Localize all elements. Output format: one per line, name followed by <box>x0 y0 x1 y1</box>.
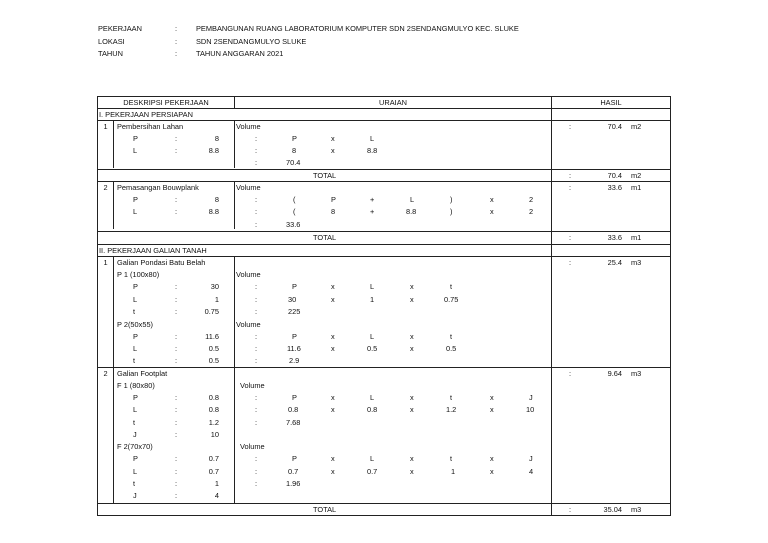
table-border-right <box>670 96 671 515</box>
formula-cell: : <box>255 146 258 155</box>
item-name: Pembersihan Lahan <box>117 122 184 131</box>
formula-cell: x <box>410 344 414 353</box>
formula-cell: x <box>331 282 335 291</box>
formula-cell: : <box>255 307 258 316</box>
formula-cell: : <box>255 418 258 427</box>
formula-cell: : <box>255 344 258 353</box>
total-value: 35.04 <box>603 505 622 514</box>
var-key: P <box>133 134 138 143</box>
formula-cell: 8 <box>292 146 297 155</box>
formula-cell: : <box>255 220 258 229</box>
var-colon: : <box>175 146 178 155</box>
formula-cell: 0.75 <box>444 295 459 304</box>
formula-cell: L <box>370 332 375 341</box>
header-colon: : <box>175 24 178 33</box>
formula-cell: ( <box>293 207 296 216</box>
formula-cell: t <box>450 282 453 291</box>
formula-cell: ) <box>450 195 453 204</box>
var-colon: : <box>175 491 178 500</box>
var-key: L <box>133 295 138 304</box>
formula-cell: L <box>370 134 375 143</box>
formula-cell: 8.8 <box>406 207 417 216</box>
var-key: t <box>133 307 136 316</box>
volume-label: Volume <box>236 270 261 279</box>
volume-label: Volume <box>236 320 261 329</box>
item-name: Galian Pondasi Batu Belah <box>117 258 206 267</box>
var-value: 1 <box>214 295 219 304</box>
formula-result: 70.4 <box>286 158 301 167</box>
result-colon: : <box>569 122 572 131</box>
formula-cell: : <box>255 467 258 476</box>
no-divider <box>113 120 114 168</box>
formula-cell: 0.5 <box>367 344 378 353</box>
formula-cell: x <box>410 405 414 414</box>
var-colon: : <box>175 207 178 216</box>
header-colon: : <box>175 49 178 58</box>
formula-cell: 0.5 <box>446 344 457 353</box>
var-value: 0.75 <box>204 307 219 316</box>
no-divider <box>113 256 114 503</box>
formula-cell: 0.7 <box>367 467 378 476</box>
var-colon: : <box>175 295 178 304</box>
item-no: 2 <box>103 369 108 378</box>
formula-cell: 8.8 <box>367 146 378 155</box>
col-divider-hasil <box>551 96 552 515</box>
header-value-pekerjaan: PEMBANGUNAN RUANG LABORATORIUM KOMPUTER SDN 2SENDANGMULYO KEC. SLUKE <box>196 24 519 33</box>
formula-cell: x <box>490 405 494 414</box>
item-no: 2 <box>103 183 108 192</box>
total-label: TOTAL <box>313 505 337 514</box>
var-key: P <box>133 282 138 291</box>
formula-cell: : <box>255 282 258 291</box>
table-border-left <box>97 96 98 515</box>
formula-cell: 0.7 <box>288 467 299 476</box>
formula-cell: : <box>255 207 258 216</box>
var-value: 8.8 <box>208 207 219 216</box>
formula-cell: : <box>255 158 258 167</box>
formula-cell: t <box>450 393 453 402</box>
var-key: J <box>133 430 137 439</box>
section-title: II. PEKERJAAN GALIAN TANAH <box>99 246 207 255</box>
table-border-bottom <box>97 515 671 516</box>
formula-cell: : <box>255 454 258 463</box>
desc-divider <box>234 120 235 168</box>
formula-cell: P <box>292 134 297 143</box>
sub-item-name: P 2(50x55) <box>117 320 154 329</box>
desc-divider <box>234 256 235 503</box>
result-unit: m2 <box>631 122 642 131</box>
formula-cell: x <box>490 467 494 476</box>
row-line <box>97 169 671 170</box>
total-label: TOTAL <box>313 233 337 242</box>
formula-cell: : <box>255 295 258 304</box>
var-key: L <box>133 467 138 476</box>
formula-cell: : <box>255 332 258 341</box>
formula-result: 2.9 <box>289 356 300 365</box>
formula-cell: : <box>255 134 258 143</box>
total-label: TOTAL <box>313 171 337 180</box>
total-unit: m2 <box>631 171 642 180</box>
section-title: I. PEKERJAAN PERSIAPAN <box>99 110 193 119</box>
formula-cell: P <box>331 195 336 204</box>
formula-result: 7.68 <box>286 418 301 427</box>
var-value: 0.5 <box>208 344 219 353</box>
var-key: P <box>133 195 138 204</box>
formula-cell: L <box>370 393 375 402</box>
desc-divider <box>234 181 235 229</box>
var-value: 0.8 <box>208 393 219 402</box>
var-key: J <box>133 491 137 500</box>
formula-cell: L <box>410 195 415 204</box>
formula-cell: L <box>370 282 375 291</box>
formula-cell: x <box>490 454 494 463</box>
result-colon: : <box>569 183 572 192</box>
formula-result: 33.6 <box>286 220 301 229</box>
formula-cell: x <box>331 344 335 353</box>
header-label-tahun: TAHUN <box>98 49 123 58</box>
var-value: 0.8 <box>208 405 219 414</box>
col-header-desc: DESKRIPSI PEKERJAAN <box>123 98 209 107</box>
formula-cell: x <box>490 393 494 402</box>
formula-cell: J <box>529 454 533 463</box>
var-key: L <box>133 344 138 353</box>
var-key: P <box>133 454 138 463</box>
item-no: 1 <box>103 258 108 267</box>
formula-cell: + <box>370 207 375 216</box>
var-colon: : <box>175 393 178 402</box>
col-header-hasil: HASIL <box>600 98 622 107</box>
var-value: 11.6 <box>205 332 219 341</box>
result-value: 25.4 <box>607 258 622 267</box>
formula-cell: 30 <box>288 295 297 304</box>
var-colon: : <box>175 467 178 476</box>
formula-cell: P <box>292 332 297 341</box>
var-value: 1.2 <box>208 418 219 427</box>
var-colon: : <box>175 405 178 414</box>
volume-label: Volume <box>236 122 261 131</box>
formula-cell: : <box>255 479 258 488</box>
formula-cell: x <box>331 134 335 143</box>
var-key: t <box>133 418 136 427</box>
header-label-pekerjaan: PEKERJAAN <box>98 24 142 33</box>
result-value: 33.6 <box>607 183 622 192</box>
var-key: P <box>133 393 138 402</box>
volume-label: Volume <box>240 442 265 451</box>
var-colon: : <box>175 454 178 463</box>
total-unit: m1 <box>631 233 642 242</box>
formula-cell: : <box>255 195 258 204</box>
formula-cell: 1 <box>370 295 375 304</box>
formula-cell: ) <box>450 207 453 216</box>
formula-cell: 10 <box>526 405 535 414</box>
row-line <box>97 503 671 504</box>
formula-cell: 0.8 <box>288 405 299 414</box>
var-value: 10 <box>210 430 219 439</box>
var-colon: : <box>175 307 178 316</box>
var-key: P <box>133 332 138 341</box>
result-colon: : <box>569 369 572 378</box>
formula-cell: x <box>331 146 335 155</box>
volume-label: Volume <box>236 183 261 192</box>
no-divider <box>113 181 114 229</box>
formula-cell: L <box>370 454 375 463</box>
formula-cell: t <box>450 332 453 341</box>
formula-result: 1.96 <box>286 479 301 488</box>
var-value: 8 <box>214 134 219 143</box>
var-colon: : <box>175 430 178 439</box>
var-colon: : <box>175 356 178 365</box>
var-colon: : <box>175 332 178 341</box>
formula-cell: : <box>255 405 258 414</box>
formula-cell: x <box>331 332 335 341</box>
var-value: 0.7 <box>208 467 219 476</box>
row-line <box>97 231 671 232</box>
formula-cell: : <box>255 393 258 402</box>
result-unit: m3 <box>631 258 642 267</box>
result-value: 70.4 <box>607 122 622 131</box>
item-name: Galian Footplat <box>117 369 168 378</box>
formula-cell: 2 <box>529 207 534 216</box>
var-colon: : <box>175 282 178 291</box>
header-value-lokasi: SDN 2SENDANGMULYO SLUKE <box>196 37 307 46</box>
header-colon: : <box>175 37 178 46</box>
formula-cell: P <box>292 393 297 402</box>
formula-cell: + <box>370 195 375 204</box>
total-colon: : <box>569 171 572 180</box>
total-colon: : <box>569 505 572 514</box>
var-colon: : <box>175 134 178 143</box>
formula-cell: 1 <box>451 467 456 476</box>
formula-cell: 11.6 <box>287 344 301 353</box>
var-value: 1 <box>214 479 219 488</box>
result-unit: m1 <box>631 183 642 192</box>
formula-cell: x <box>410 393 414 402</box>
row-line <box>97 367 671 368</box>
formula-cell: P <box>292 454 297 463</box>
var-key: L <box>133 405 138 414</box>
header-value-tahun: TAHUN ANGGARAN 2021 <box>196 49 284 58</box>
formula-cell: : <box>255 356 258 365</box>
formula-cell: 0.8 <box>367 405 378 414</box>
total-unit: m3 <box>631 505 642 514</box>
formula-cell: 8 <box>331 207 336 216</box>
formula-cell: x <box>331 393 335 402</box>
sub-item-name: P 1 (100x80) <box>117 270 160 279</box>
var-key: t <box>133 479 136 488</box>
formula-result: 225 <box>288 307 301 316</box>
formula-cell: x <box>331 467 335 476</box>
result-value: 9.64 <box>607 369 622 378</box>
formula-cell: x <box>331 405 335 414</box>
formula-cell: 2 <box>529 195 534 204</box>
formula-cell: x <box>410 282 414 291</box>
formula-cell: J <box>529 393 533 402</box>
sub-item-name: F 1 (80x80) <box>117 381 155 390</box>
total-colon: : <box>569 233 572 242</box>
formula-cell: x <box>331 454 335 463</box>
formula-cell: x <box>490 207 494 216</box>
var-colon: : <box>175 418 178 427</box>
var-value: 8.8 <box>208 146 219 155</box>
var-value: 8 <box>214 195 219 204</box>
volume-label: Volume <box>240 381 265 390</box>
var-value: 0.5 <box>208 356 219 365</box>
var-colon: : <box>175 195 178 204</box>
var-key: L <box>133 207 138 216</box>
item-name: Pemasangan Bouwplank <box>117 183 199 192</box>
result-colon: : <box>569 258 572 267</box>
var-colon: : <box>175 479 178 488</box>
formula-cell: x <box>410 454 414 463</box>
var-value: 30 <box>210 282 219 291</box>
formula-cell: x <box>410 332 414 341</box>
formula-cell: x <box>410 467 414 476</box>
var-value: 4 <box>214 491 219 500</box>
formula-cell: t <box>450 454 453 463</box>
var-value: 0.7 <box>208 454 219 463</box>
formula-cell: 1.2 <box>446 405 457 414</box>
total-value: 33.6 <box>607 233 622 242</box>
formula-cell: P <box>292 282 297 291</box>
total-value: 70.4 <box>607 171 622 180</box>
formula-cell: x <box>331 295 335 304</box>
item-no: 1 <box>103 122 108 131</box>
header-label-lokasi: LOKASI <box>98 37 125 46</box>
formula-cell: x <box>490 195 494 204</box>
var-key: L <box>133 146 138 155</box>
formula-cell: 4 <box>529 467 534 476</box>
col-header-uraian: URAIAN <box>379 98 407 107</box>
formula-cell: ( <box>293 195 296 204</box>
var-key: t <box>133 356 136 365</box>
sub-item-name: F 2(70x70) <box>117 442 153 451</box>
formula-cell: x <box>410 295 414 304</box>
result-unit: m3 <box>631 369 642 378</box>
var-colon: : <box>175 344 178 353</box>
